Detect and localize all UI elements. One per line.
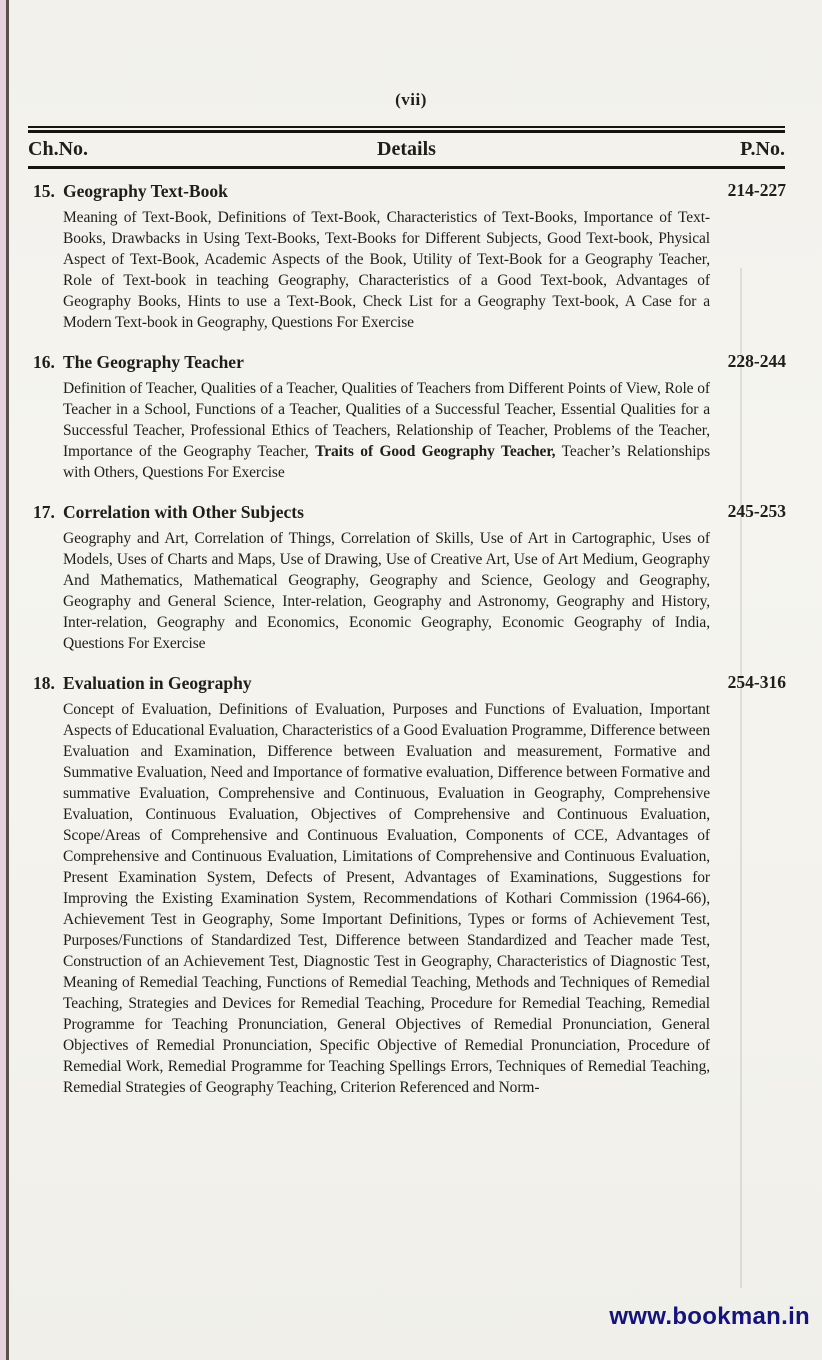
- chapter-details: [63, 378, 710, 483]
- column-header-ch-no: Ch.No.: [28, 138, 89, 160]
- chapter-heading: [33, 349, 786, 375]
- column-header-details: Details: [377, 138, 436, 160]
- chapter-page-range: 214-227: [727, 180, 786, 200]
- details-text-pre: Definition of Teacher, Qualities of a Teacher, Qualities of Teachers from Different Points of View, Role of Teacher in a School, Functions of a Teacher, Qualities of a Successful Teacher, Essential Qualities for a Successful Teacher, Professional Ethics of Teachers, Relationship of Teacher, Problems of the Teacher, Importance of the Geography Teacher,: [63, 380, 710, 460]
- chapter-details: Meaning of Text-Book, Definitions of Text-Book, Characteristics of Text-Books, Importance of Text-Books, Drawbacks in Using Text-Books, Text-Books for Different Subjects, Good Text-book, Physical Aspect of Text-Book, Academic Aspects of the Book, Utility of Text-Book for a Geography Teacher, Role of Text-book in teaching Geography, Characteristics of a Good Text-book, Advantages of Geography Books, Hints to use a Text-Book, Check List for a Geography Text-book, A Case for a Modern Text-book in Geography, Questions For Exercise: [63, 209, 710, 331]
- details-text-post: Teacher’s Relationships with Others, Questions For Exercise: [63, 443, 711, 481]
- chapter-details: Concept of Evaluation, Definitions of Evaluation, Purposes and Functions of Evaluation, Important Aspects of Educational Evaluation, Characteristics of a Good Evaluation Programme, Difference between Evaluation and Examination, Difference between Evaluation and measurement, Formative and Summative Evaluation, Need and Importance of formative evaluation, Difference between Formative and summative Evaluation, Comprehensive and Continuous, Evaluation in Geography, Comprehensive Evaluation, Continuous Evaluation, Objectives of Comprehensive and Continuous Evaluation, Scope/Areas of Comprehensive and Continuous Evaluation, Components of CCE, Advantages of Comprehensive and Continuous Evaluation, Limitations of Comprehensive and Continuous Evaluation, Present Examination System, Defects of Present, Advantages of Examinations, Suggestions for Improving the Existing Examination System, Recommendations of Kothari Commission (1964-66), Achievement Test in Geography, Some Important Definitions, Types or forms of Achievement Test, Purposes/Functions of Standardized Test, Difference between Standardized and Teacher made Test, Construction of an Achievement Test, Diagnostic Test in Geography, Characteristics of Diagnostic Test, Meaning of Remedial Teaching, Functions of Remedial Teaching, Methods and Techniques of Remedial Teaching, Strategies and Devices for Remedial Teaching, Procedure for Remedial Teaching, Remedial Programme for Teaching Pronunciation, General Objectives of Remedial Pronunciation, General Objectives of Remedial Pronunciation, Specific Objective of Remedial Pronunciation, Procedure of Remedial Work, Remedial Programme for Teaching Spellings Errors, Techniques of Remedial Teaching, Remedial Strategies of Geography Teaching, Criterion Referenced and Norm-: [63, 701, 710, 1096]
- chapter-heading: [33, 499, 786, 525]
- chapter-entry-18: [33, 670, 786, 1098]
- chapter-page-range: 254-316: [727, 672, 786, 692]
- column-header-p-no: P.No.: [740, 138, 785, 160]
- page-edge-line: [6, 0, 9, 1360]
- chapter-entry-15: [33, 178, 786, 333]
- chapter-entry-16: [33, 349, 786, 483]
- page-number-roman: (vii): [395, 90, 427, 109]
- chapter-page-range: 245-253: [727, 501, 786, 521]
- chapter-number: 18.: [33, 673, 55, 693]
- chapter-title: Geography Text-Book: [63, 181, 228, 201]
- chapter-page-range: 228-244: [727, 351, 786, 371]
- chapter-entry-17: [33, 499, 786, 654]
- chapter-heading: [33, 670, 786, 696]
- chapter-number: 15.: [33, 181, 55, 201]
- chapter-details: Geography and Art, Correlation of Things, Correlation of Skills, Use of Art in Cartographic, Uses of Models, Uses of Charts and Maps, Use of Drawing, Use of Creative Art, Use of Art Medium, Geography And Mathematics, Mathematical Geography, Geography and Science, Geology and Geography, Geography and General Science, Inter-relation, Geography and Astronomy, Geography and History, Inter-relation, Geography and Economics, Economic Geography, Economic Geography of India, Questions For Exercise: [63, 530, 710, 652]
- details-text-bold-topic: Traits of Good Geography Teacher,: [315, 443, 556, 460]
- chapter-heading: [33, 178, 786, 204]
- chapter-number: 16.: [33, 352, 55, 372]
- chapter-title: The Geography Teacher: [63, 352, 244, 372]
- chapter-list: [33, 178, 786, 1114]
- table-header-row: [28, 138, 785, 161]
- chapter-title: Correlation with Other Subjects: [63, 502, 304, 522]
- watermark-url: www.bookman.in: [609, 1303, 810, 1330]
- header-bottom-rule: [28, 166, 785, 169]
- chapter-number: 17.: [33, 502, 55, 522]
- header-top-rule: [28, 126, 785, 133]
- chapter-title: Evaluation in Geography: [63, 673, 252, 693]
